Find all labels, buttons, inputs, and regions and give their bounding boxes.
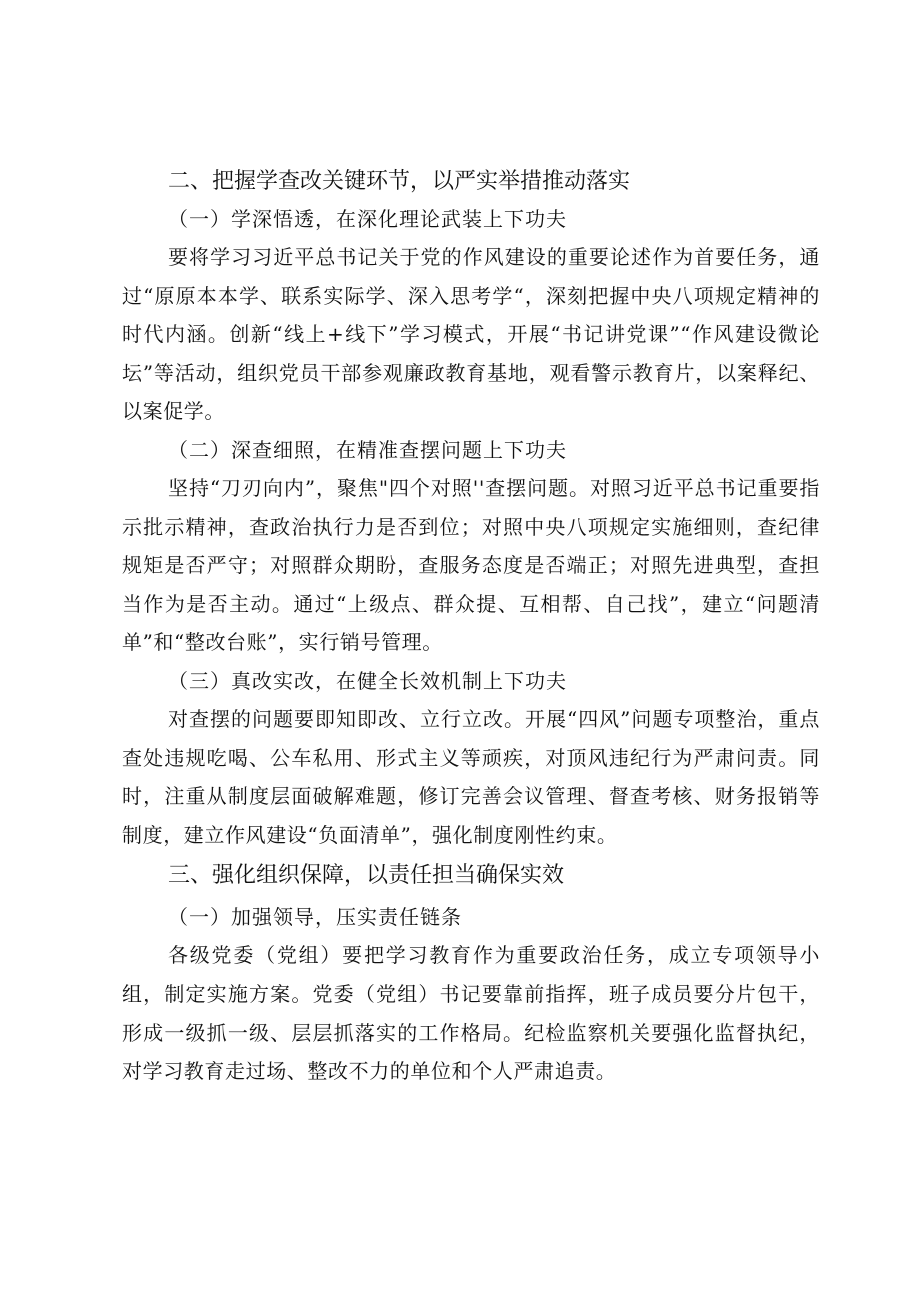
section-heading-3: 三、强化组织保障，以责任担当确保实效 <box>168 863 565 889</box>
subsection-heading-2-2: （二）深查细照，在精准查摆问题上下功夫 <box>168 437 567 462</box>
subsection-heading-2-1: （一）学深悟透，在深化理论武装上下功夫 <box>168 207 567 231</box>
paragraph-2-3: 对查摆的问题要即知即改、立行立改。开展“四风”问题专项整治，重点查处违规吃喝、公车私用、形式主义等顽疾，对顶风违纪行为严肃问责。同时，注重从制度层面破解难题，修订完善会议管理、督查考核、财务报销等制度，建立作风建设“负面清单”，强化制度刚性约束。 <box>122 706 820 847</box>
document-body <box>122 160 820 1091</box>
section-heading-2: 二、把握学查改关键环节，以严实举措推动落实 <box>168 169 631 194</box>
paragraph-3-1: 各级党委（党组）要把学习教育作为重要政治任务，成立专项领导小组，制定实施方案。党委（党组）书记要靠前指挥，班子成员要分片包干，形成一级抓一级、层层抓落实的工作格局。纪检监察机关要强化监督执纪，对学习教育走过场、整改不力的单位和个人严肃追责。 <box>122 943 820 1084</box>
subsection-heading-3-1: （一）加强领导，压实责任链条 <box>168 905 462 930</box>
paragraph-2-1: 要将学习习近平总书记关于党的作风建设的重要论述作为首要任务，通过“原原本本学、联系实际学、深入思考学“，深刻把握中央八项规定精神的时代内涵。创新“线上+线下”学习模式，开展“书记讲党课”“作风建设微论坛”等活动，组织党员干部参观廉政教育基地，观看警示教育片，以案释纪、以案促学。 <box>122 245 820 424</box>
paragraph-2-2: 坚持“刀刃向内”，聚焦"四个对照''查摆问题。对照习近平总书记重要指示批示精神，查政治执行力是否到位；对照中央八项规定实施细则，查纪律规矩是否严守；对照群众期盼，查服务态度是否端正；对照先进典型，查担当作为是否主动。通过“上级点、群众提、互相帮、自己找”，建立“问题清单”和“整改台账”，实行销号管理。 <box>122 475 820 655</box>
subsection-heading-2-3: （三）真改实改，在健全长效机制上下功夫 <box>168 668 567 693</box>
